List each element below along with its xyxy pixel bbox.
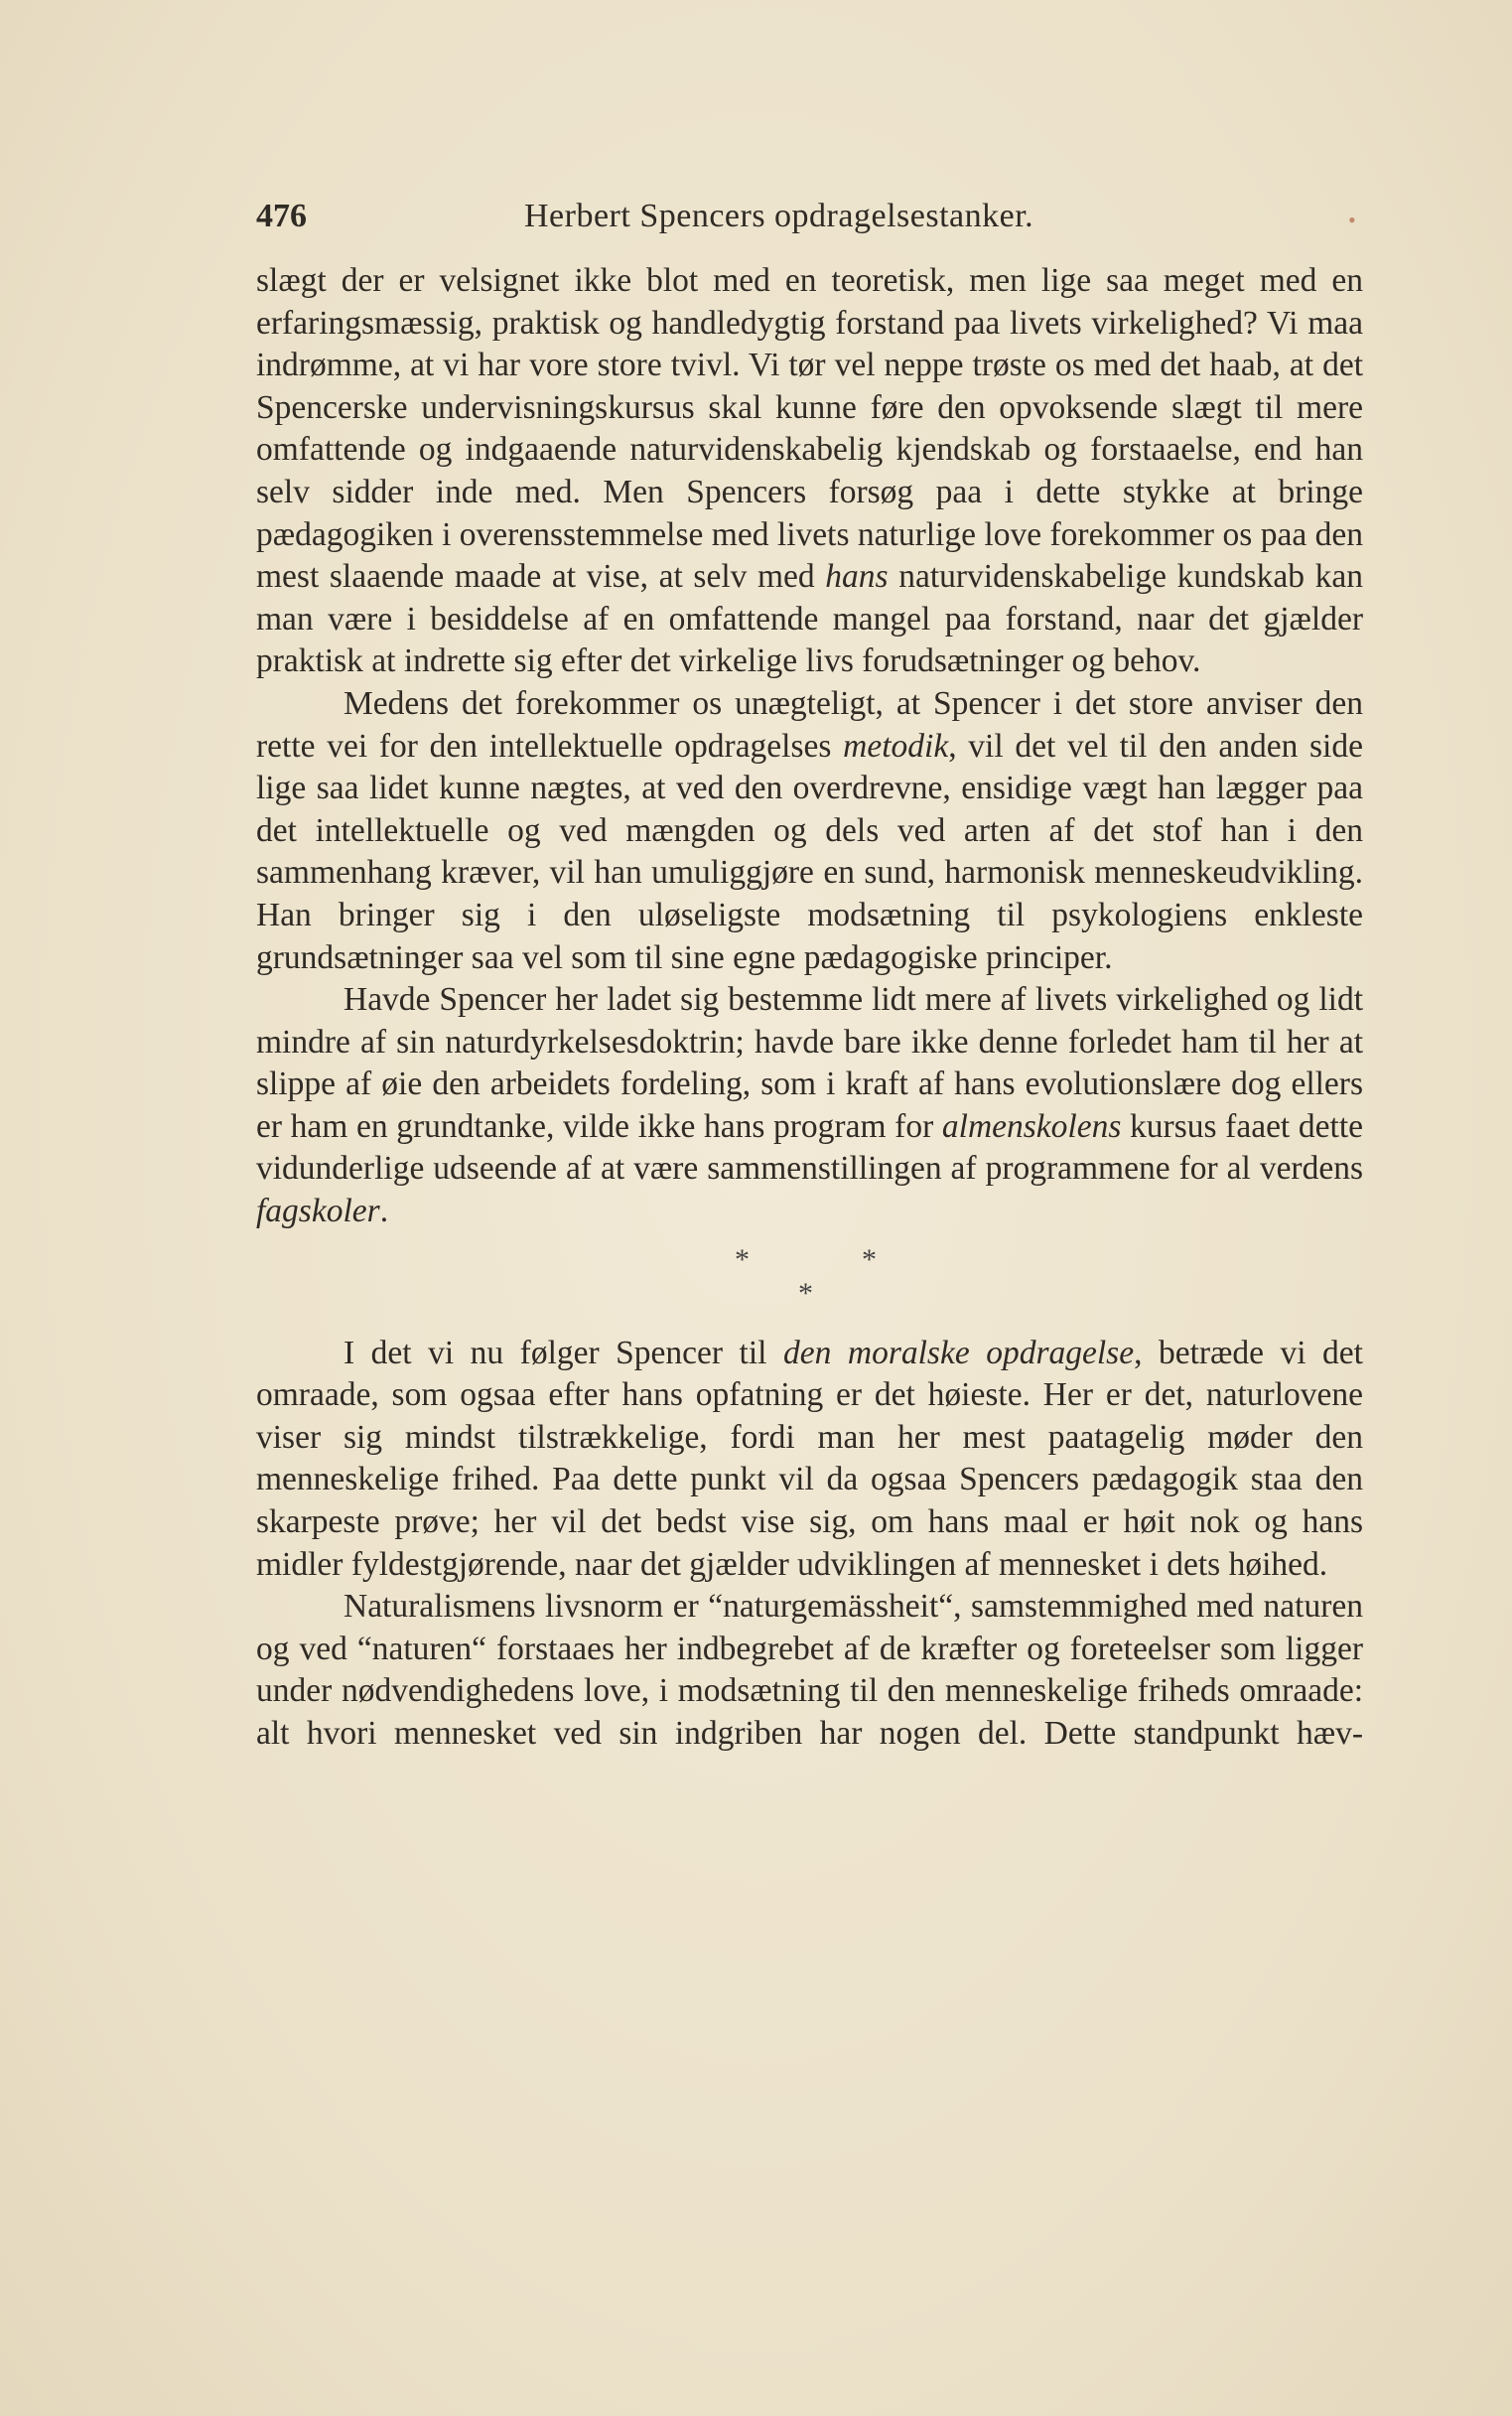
segment: slægt der er velsignet ikke blot med en teoretisk, men lige saa meget med en erfaringsmæssig, praktisk og handledygtig forstand paa livets virkelighed? Vi maa indrømme, at vi har vore store tvivl. Vi tør vel neppe trøste os med det haab, at det Spencerske undervisningskursus skal kunne føre den opvoksende slægt til mere omfattende og indgaaende naturvidenskabelig kjendskab og forstaaelse, end han selv sidder inde med. Men Spencers forsøg paa i dette stykke at bringe pædagogiken i overensstemmelse med livets naturlige love forekommer os paa den mest slaaende maade at vise, at selv med (256, 262, 1363, 596)
segment: naturvidenskabelige kundskab kan man være i besiddelse af en omfattende mangel paa forstand, naar det gjælder praktisk at indrette sig efter det virkelige livs forudsætninger og behov. (256, 558, 1363, 680)
paragraph-5 (256, 1586, 1363, 1755)
paragraph-2 (256, 683, 1363, 979)
body-text (256, 260, 1363, 1756)
page-header (256, 187, 1363, 246)
segment: . (379, 1193, 389, 1230)
segment: , vil det vel til den anden side lige saa lidet kunne nægtes, at ved den overdrevne, ensidige vægt han lægger paa det intellektuelle og ved mængden og dels ved arten af det stof han i den sammenhang kræver, vil han umuliggjøre en sund, harmonisk menneskeudvikling. Han bringer sig i den uløseligste modsætning til psykologiens enkleste grundsætninger saa vel som til sine egne pædagogiske principer. (256, 727, 1363, 976)
segment: I det vi nu følger Spencer til (344, 1334, 783, 1371)
segment-italic: metodik (843, 727, 949, 765)
section-divider (256, 1233, 1363, 1319)
paragraph-1 (256, 260, 1363, 683)
segment-italic: fagskoler (256, 1193, 380, 1230)
asterisk-icon: * (862, 1242, 877, 1276)
page-number: 476 (256, 198, 307, 234)
segment: Havde Spencer her ladet sig bestemme lidt mere af livets virkelighed og lidt mindre af sin naturdyrkelsesdoktrin; havde bare ikke denne forledet ham til her at slippe af øie den arbeidets fordeling, som i kraft af hans evolutionslære dog ellers er ham en grundtanke, vilde ikke hans program for (256, 981, 1363, 1145)
asterisk-icon: * (798, 1276, 813, 1310)
ink-mark-icon: • (1348, 208, 1356, 232)
segment: Naturalismens livsnorm er “naturgemässheit“, samstemmighed med naturen og ved “naturen“ forstaaes her indbegrebet af de kræfter og foreteelser som ligger under nødvendighedens love, i modsætning til den menneskelige friheds omraade: alt hvori mennesket ved sin indgriben har nogen del. Dette standpunkt hæv- (256, 1588, 1363, 1752)
running-title: Herbert Spencers opdragelsestanker. (524, 198, 1034, 234)
segment-italic: den moralske opdragelse (783, 1334, 1135, 1371)
asterisk-icon: * (735, 1242, 750, 1276)
segment: Medens det forekommer os unægteligt, at Spencer i det store anviser den rette vei for den intellektuelle opdragelses (256, 684, 1363, 765)
segment: , betræde vi det omraade, som ogsaa efter hans opfatning er det høieste. Her er det, naturlovene viser sig mindst tilstrækkelige, fordi man her mest paatagelig møder den menneskelige frihed. Paa dette punkt vil da ogsaa Spencers pædagogik staa den skarpeste prøve; her vil det bedst vise sig, om hans maal er høit nok og hans midler fyldestgjørende, naar det gjælder udviklingen af mennesket i dets høihed. (256, 1334, 1363, 1583)
segment: kursus faaet dette vidunderlige udseende af at være sammenstillingen af programmene for al verdens (256, 1107, 1363, 1188)
paragraph-4 (256, 1333, 1363, 1587)
spacer (256, 1319, 1363, 1333)
paragraph-3 (256, 979, 1363, 1233)
segment-italic: almenskolens (941, 1107, 1122, 1145)
segment-italic: hans (825, 558, 889, 596)
